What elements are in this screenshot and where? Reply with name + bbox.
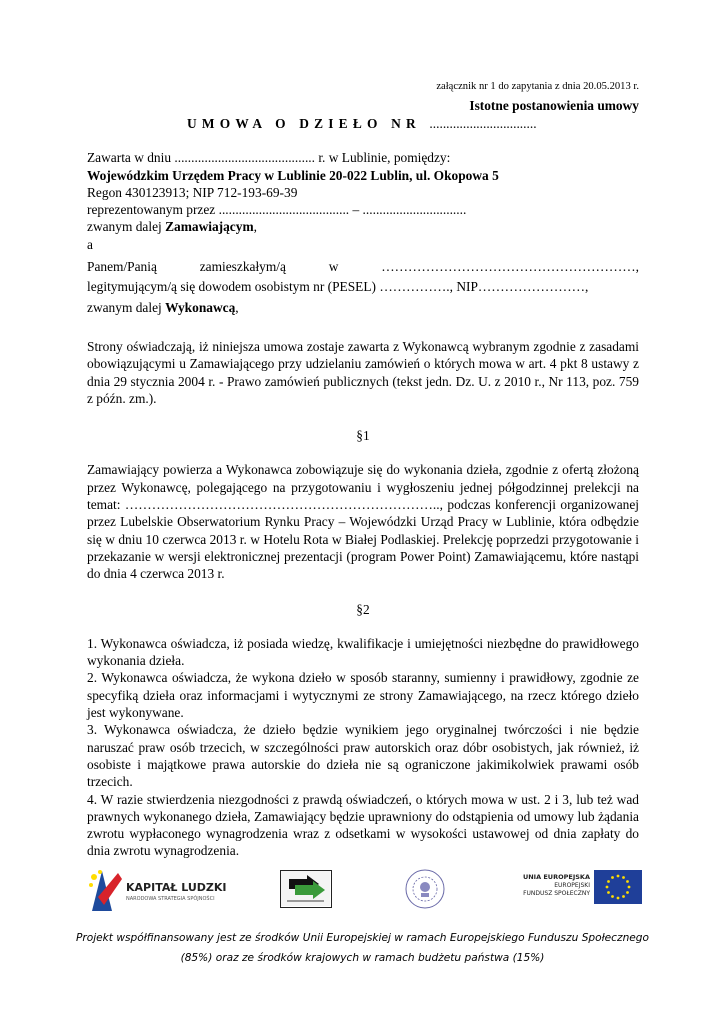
section-2-item-3: 3. Wykonawca oświadcza, że dzieło będzie wynikiem jego oryginalnej twórczości i nie będzie naruszać praw osób trzecich, w szczególności praw autorskich oraz dóbr osobistych, jak również, iż osobiste i majątkowe prawa autorskie do dzieła nie są ograniczone jakimikolwiek prawami osób trzecich. [87,722,639,790]
section-1-text: Zamawiający powierza a Wykonawca zobowiązuje się do wykonania dzieła, zgodnie z ofertą złożoną przez Wykonawcę, polegającego na przygotowaniu i wygłoszeniu jednej półgodzinnej prelekcji na temat: …………………………………………………………….., podczas konferencji organizowanej przez Lubelskie Obserwatorium Rynku Pracy – Wojewódzki Urząd Pracy w Lublinie, która odbędzie się w dniu 10 czerwca 2013 r. w Hotelu Rota w Białej Podlaskiej. Prelekcję poprzedzi przygotowanie i przekazanie w wersji elektronicznej prezentacji (program Power Point) Zamawiającemu, które nastąpi do dnia 4 czerwca 2013 r. [87,462,639,582]
arrows-emblem-icon [281,871,330,906]
observatory-logo [280,870,332,908]
kapital-ludzki-emblem-icon [88,867,122,911]
annex-note: załącznik nr 1 do zapytania z dnia 20.05.2013 r. [436,81,639,92]
contractor-address-line [87,258,639,275]
contract-document [87,80,639,860]
word-panem: Panem/Panią [87,259,157,275]
contract-number-blank: ................................ [429,116,537,131]
eu-efs-logo [512,870,642,906]
eu-flag-icon [594,870,642,904]
conjunction-a: a [87,236,93,252]
alias-suffix: , [253,219,257,235]
contractor-alias [87,299,639,316]
alias-suffix: , [235,299,239,315]
ordering-party-ids: Regon 430123913; NIP 712-193-69-39 [87,184,298,200]
kl-title: KAPITAŁ LUDZKI [126,881,227,894]
representative-line: reprezentowanym przez ....................................... – ............................... [87,202,467,218]
ordering-party-alias [87,218,639,235]
section-1-heading: §1 [356,428,370,444]
contract-title [187,115,639,132]
eu-line-3: FUNDUSZ SPOŁECZNY [523,890,590,897]
address-blank: …………………………………………………, [381,259,639,275]
section-2-item-1: 1. Wykonawca oświadcza, iż posiada wiedzę, kwalifikacje i umiejętności niezbędne do prawidłowego wykonania dzieła. [87,635,639,669]
alias-zamawiajacy: Zamawiającym [165,219,254,235]
contract-title-text: UMOWA O DZIEŁO NR [187,116,421,131]
contractor-id-line: legitymującym/ą się dowodem osobistym nr (PESEL) ……………., NIP……………………, [87,279,589,295]
ordering-party-name: Wojewódzkim Urzędem Pracy w Lublinie 20-022 Lublin, ul. Okopowa 5 [87,167,499,183]
funding-note-line-2: (85%) oraz ze środków krajowych w ramach budżetu państwa (15%) [180,952,545,964]
intro-paragraph: Strony oświadczają, iż niniejsza umowa zostaje zawarta z Wykonawcą wybranym zgodnie z zasadami obowiązującymi u Zamawiającego przy udzielaniu zamówień o których mowa w art. 4 pkt 8 ustawy z dnia 29 stycznia 2004 r. - Prawo zamówień publicznych (tekst jedn. Dz. U. z 2010 r., Nr 113, poz. 759 z późn. zm.). [87,338,639,406]
section-2-item-2: 2. Wykonawca oświadcza, że wykona dzieło w sposób staranny, sumienny i prawidłowy, zgodnie ze specyfiką dzieła oraz informacjami i wytycznymi ze strony Zamawiającego, na rzecz którego dzieło jest wykonywane. [87,670,639,721]
document-subtitle: Istotne postanowienia umowy [469,98,639,113]
word-w: w [328,259,339,275]
kapital-ludzki-logo [88,867,238,911]
alias-prefix: zwanym dalej [87,299,166,315]
kl-subtitle: NARODOWA STRATEGIA SPÓJNOŚCI [126,896,215,902]
eu-line-2: EUROPEJSKI [554,882,590,889]
alias-wykonawca: Wykonawcą [165,299,236,315]
parties-date-line: Zawarta w dniu .......................................... r. w Lublinie, pomiędzy: [87,150,451,166]
eu-line-1: UNIA EUROPEJSKA [522,873,590,881]
alias-prefix: zwanym dalej [87,219,166,235]
funding-note-line-1: Projekt współfinansowany jest ze środków Unii Europejskiej w ramach Europejskiego Funduszu Społecznego [75,932,650,944]
word-zamieszkalym: zamieszkałym/ą [199,259,286,275]
round-seal-logo [404,868,446,910]
seal-icon [404,868,446,910]
section-2-item-4: 4. W razie stwierdzenia niezgodności z prawdą oświadczeń, o których mowa w ust. 2 i 3, lub też wad prawnych wykonanego dzieła, Zamawiający będzie uprawniony do odstąpienia od umowy lub żądania zwrotu wypłaconego wynagrodzenia wraz z odsetkami w wysokości ustawowej od dnia zapłaty do dnia zwrotu wynagrodzenia. [87,791,639,859]
funding-note [0,928,725,968]
section-2-heading: §2 [356,601,370,617]
